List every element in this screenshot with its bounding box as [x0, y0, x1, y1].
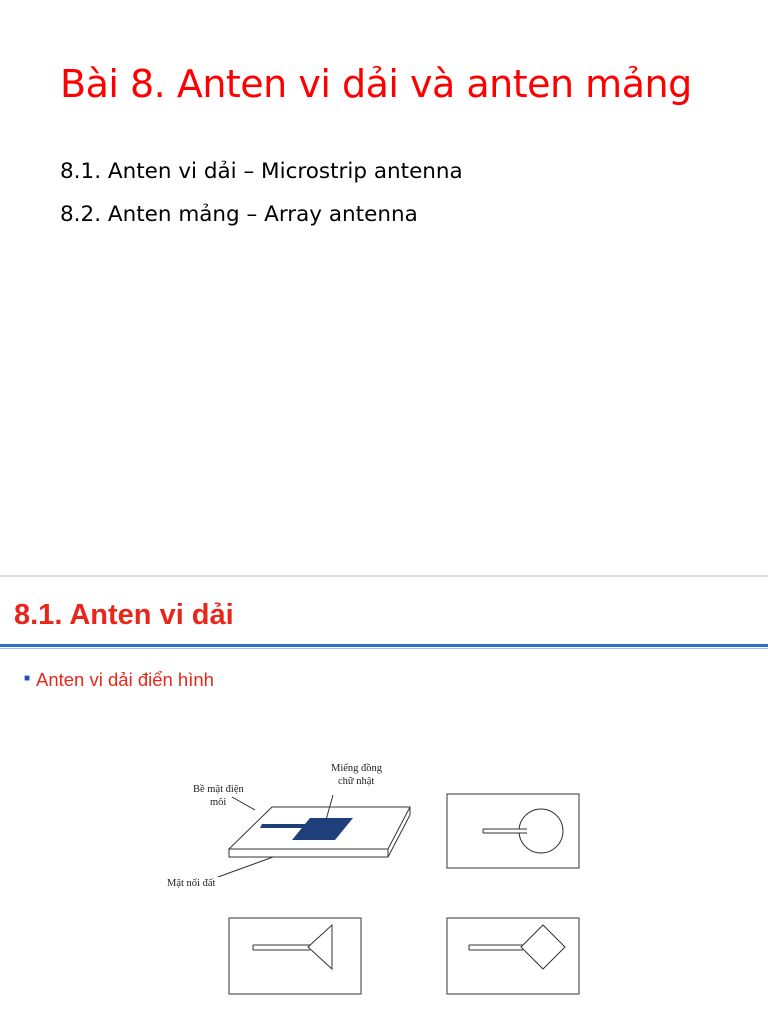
slide-title: Bài 8. Anten vi dải và anten mảng	[60, 62, 692, 106]
circular-patch-antenna	[447, 794, 579, 868]
label-dielectric-line2: môi	[210, 797, 227, 808]
outline-item-8-2: 8.2. Anten mảng – Array antenna	[60, 202, 418, 227]
triangular-patch-antenna	[229, 918, 361, 994]
label-patch-line1: Miếng đồng	[331, 763, 383, 774]
diamond-patch-antenna	[447, 918, 579, 994]
slide-2	[0, 577, 768, 1024]
label-ground: Mặt nối đất	[167, 878, 216, 889]
feed-line	[260, 824, 316, 828]
label-patch-line2: chữ nhật	[338, 776, 375, 787]
bullet-text: Anten vi dải điển hình	[36, 669, 214, 690]
rectangular-patch-antenna	[218, 795, 410, 877]
outline-item-8-1: 8.1. Anten vi dải – Microstrip antenna	[60, 159, 463, 184]
label-dielectric-line1: Bề mặt điện	[193, 784, 244, 795]
section-title: 8.1. Anten vi dải	[14, 599, 234, 631]
bullet-marker-icon: ■	[24, 673, 31, 684]
antenna-figure	[0, 577, 768, 1024]
